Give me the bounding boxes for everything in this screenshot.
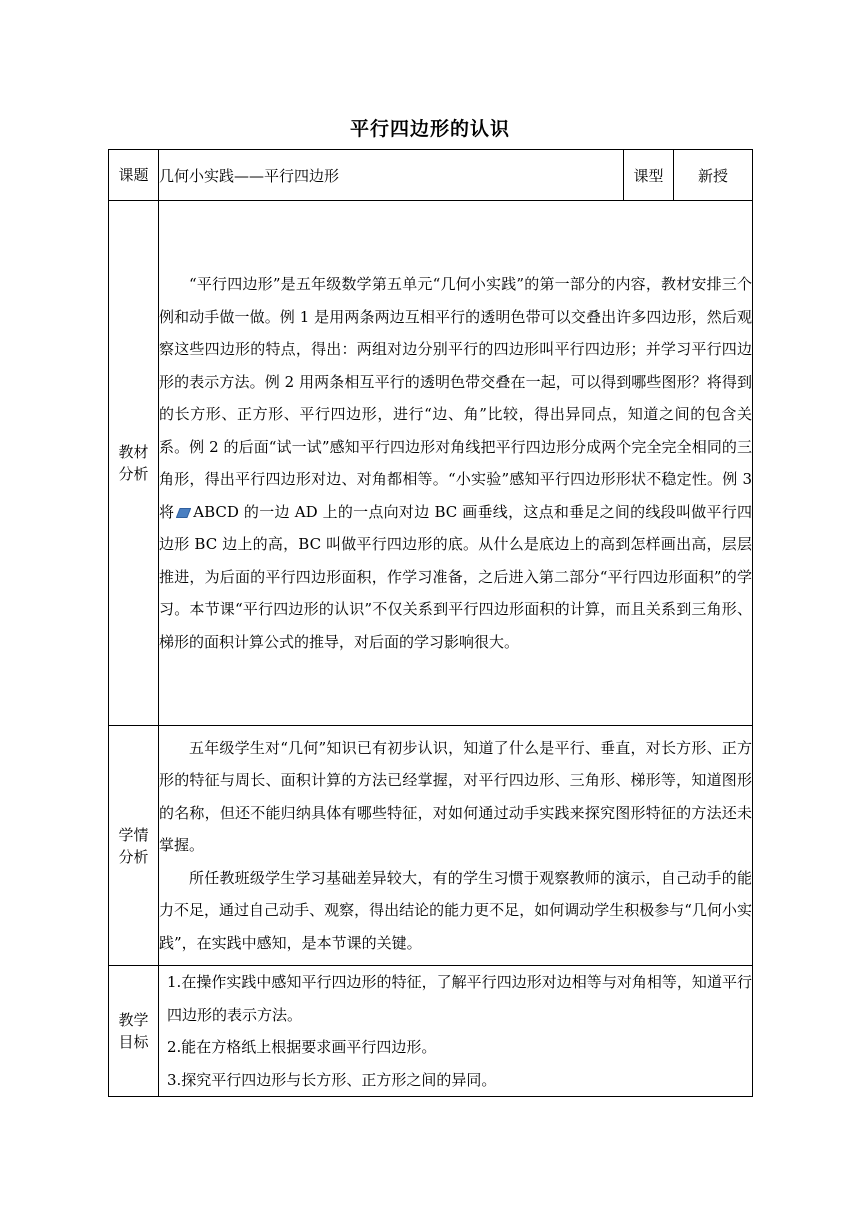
student-analysis-label: 学情分析: [109, 726, 159, 966]
student-paragraph: 所任教班级学生学习基础差异较大，有的学生习惯于观察教师的演示，自己动手的能力不足，通过自己动手、观察，得出结论的能力更不足，如何调动学生积极参与“几何小实践”，在实践中感知，是本节课的关键。: [159, 868, 752, 952]
material-analysis-row: [109, 201, 753, 726]
topic-value: 几何小实践——平行四边形: [159, 150, 624, 201]
header-row: [109, 150, 753, 201]
material-analysis-label: 教材分析: [109, 201, 159, 726]
teaching-goals-content: [159, 966, 753, 1097]
goal-item: 1.在操作实践中感知平行四边形的特征，了解平行四边形对边相等与对角相等，知道平行四边形的表示方法。: [167, 973, 752, 1024]
student-paragraph: 五年级学生对“几何”知识已有初步认识，知道了什么是平行、垂直，对长方形、正方形的特征与周长、面积计算的方法已经掌握，对平行四边形、三角形、梯形等，知道图形的名称，但还不能归纳具体有哪些特征，对如何通过动手实践来探究图形特征的方法还未掌握。: [159, 738, 752, 855]
goal-item: 3.探究平行四边形与长方形、正方形之间的异同。: [167, 1070, 497, 1089]
goal-item: 2.能在方格纸上根据要求画平行四边形。: [167, 1038, 437, 1056]
teaching-goals-row: [109, 966, 753, 1097]
teaching-goals-label: 教学目标: [109, 966, 159, 1097]
topic-label: 课题: [109, 150, 159, 201]
material-text-before-icon: “平行四边形”是五年级数学第五单元“几何小实践”的第一部分的内容，教材安排三个例和动手做一做。例 1 是用两条两边互相平行的透明色带可以交叠出许多四边形，然后观察这些四边形的特点，得出：两组对边分别平行的四边形叫平行四边形；并学习平行四边形的表示方法。例 2 用两条相互平行的透明色带交叠在一起，可以得到哪些图形？将得到的长方形、正方形、平行四边形，进行“边、角”比较，得出异同点，知道之间的包含关系。例 2 的后面“试一试”感知平行四边形对角线把平行四边形分成两个完全完全相同的三角形，得出平行四边形对边、对角都相等。“小实验”感知平行四边形形状不稳定性。例 3 将: [159, 275, 752, 521]
student-analysis-row: [109, 726, 753, 966]
type-label: 课型: [624, 150, 674, 201]
parallelogram-icon: [176, 508, 191, 518]
student-analysis-content: [159, 726, 753, 966]
page-title: 平行四边形的认识: [349, 118, 510, 140]
type-value: 新授: [674, 150, 753, 201]
lesson-plan-table: [108, 149, 753, 1097]
material-text-after-icon: ABCD 的一边 AD 上的一点向对边 BC 画垂线，这点和垂足之间的线段叫做平行四边形 BC 边上的高，BC 叫做平行四边形的底。从什么是底边上的高到怎样画出高，层层推进，为后面的平行四边形面积，作学习准备，之后进入第二部分“平行四边形面积”的学习。本节课“平行四边形的认识”不仅关系到平行四边形面积的计算，而且关系到三角形、梯形的面积计算公式的推导，对后面的学习影响很大。: [159, 502, 752, 651]
material-analysis-content: [159, 201, 753, 726]
material-analysis-paragraph: [159, 268, 752, 658]
